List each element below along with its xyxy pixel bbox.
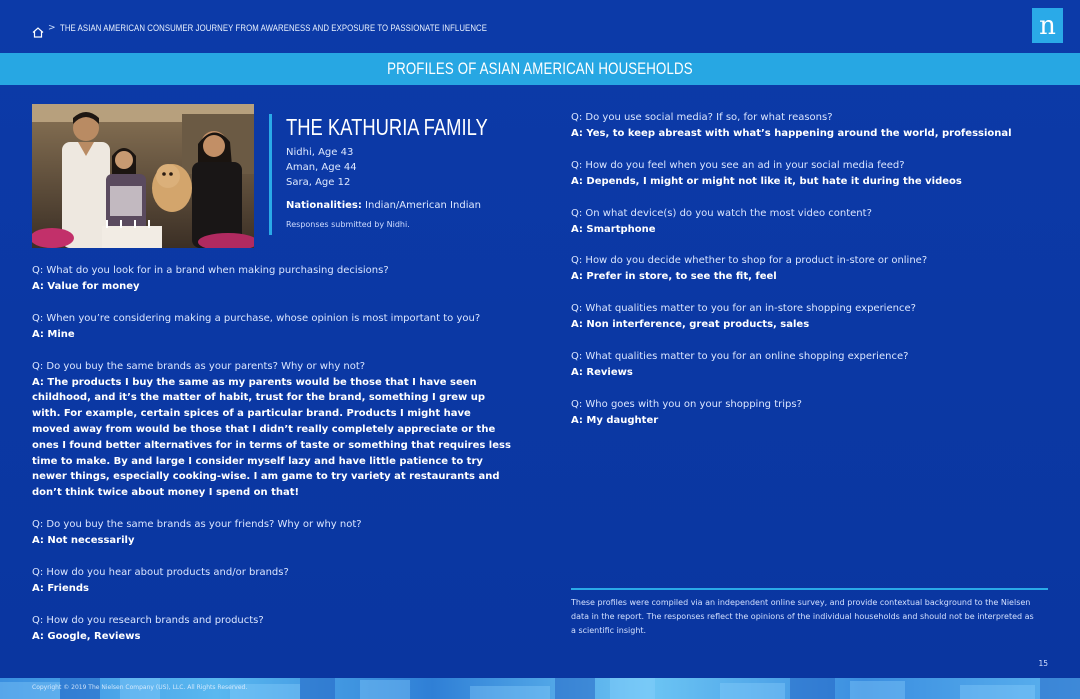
qa-item bbox=[32, 263, 512, 295]
qa-item bbox=[571, 206, 1051, 238]
family-name: THE KATHURIA FAMILY bbox=[286, 114, 488, 140]
section-banner bbox=[0, 53, 1080, 85]
question: Q: Who goes with you on your shopping trips? bbox=[571, 398, 802, 410]
question: Q: What qualities matter to you for an online shopping experience? bbox=[571, 350, 909, 362]
qa-item bbox=[32, 565, 512, 597]
qa-item bbox=[571, 110, 1051, 142]
qa-item bbox=[32, 517, 512, 549]
member-item: Nidhi, Age 43 bbox=[286, 147, 354, 158]
question: Q: Do you buy the same brands as your parents? Why or why not? bbox=[32, 360, 366, 372]
page-number: 15 bbox=[1038, 659, 1048, 668]
answer: A: Google, Reviews bbox=[32, 630, 141, 642]
breadcrumb-separator: > bbox=[48, 23, 56, 33]
family-photo bbox=[32, 104, 254, 248]
qa-item bbox=[32, 613, 512, 645]
qa-item bbox=[32, 311, 512, 343]
qa-item bbox=[32, 359, 512, 501]
left-qa-column bbox=[32, 263, 512, 660]
logo-letter: n bbox=[1039, 10, 1056, 41]
member-item: Aman, Age 44 bbox=[286, 162, 357, 173]
qa-item bbox=[571, 253, 1051, 285]
question: Q: Do you use social media? If so, for what reasons? bbox=[571, 112, 833, 123]
answer: A: Mine bbox=[32, 328, 75, 340]
nationalities-label: Nationalities: bbox=[286, 200, 362, 211]
breadcrumb bbox=[32, 20, 580, 36]
banner-title: PROFILES OF ASIAN AMERICAN HOUSEHOLDS bbox=[387, 59, 693, 78]
answer: A: Depends, I might or might not like it, but hate it during the videos bbox=[571, 175, 962, 187]
disclaimer: These profiles were compiled via an independent online survey, and provide contextual background to the Nielsen data in the report. The responses reflect the opinions of the individual households and should not be interpreted as a scientific insight. bbox=[571, 598, 1034, 635]
question: Q: How do you feel when you see an ad in your social media feed? bbox=[571, 159, 905, 171]
question: Q: On what device(s) do you watch the most video content? bbox=[571, 207, 872, 219]
right-qa-column bbox=[571, 110, 1051, 445]
question: Q: How do you decide whether to shop for a product in-store or online? bbox=[571, 255, 928, 267]
nationalities bbox=[286, 198, 529, 213]
disclaimer-divider bbox=[571, 588, 1048, 590]
answer: A: My daughter bbox=[571, 414, 659, 426]
question: Q: How do you research brands and products? bbox=[32, 614, 264, 626]
copyright: Copyright © 2019 The Nielsen Company (US), LLC. All Rights Reserved. bbox=[32, 684, 248, 691]
answer: A: The products I buy the same as my parents would be those that I have seen childhood, and it’s the matter of habit, trust for the brand, something I grew up with. For example, certain spices of a particular brand. Products I might have moved away from would be those that I didn’t really completely appreciate or the ones I found better alternatives for in terms of taste or something that requires less time to make. By and large I consider myself lazy and have little patience to try newer things, especially cooking-wise. I am game to try variety at restaurants and don’t think twice about money I spend on that! bbox=[32, 376, 511, 499]
answer: A: Reviews bbox=[571, 366, 633, 378]
answer: A: Yes, to keep abreast with what’s happening around the world, professional bbox=[571, 128, 1012, 139]
qa-item bbox=[571, 349, 1051, 381]
answer: A: Not necessarily bbox=[32, 534, 135, 546]
question: Q: Do you buy the same brands as your friends? Why or why not? bbox=[32, 518, 362, 530]
answer: A: Smartphone bbox=[571, 223, 656, 235]
nielsen-logo[interactable] bbox=[1032, 8, 1063, 43]
answer: A: Prefer in store, to see the fit, feel bbox=[571, 271, 777, 283]
qa-item bbox=[571, 301, 1051, 333]
answer: A: Value for money bbox=[32, 281, 140, 292]
nationalities-value: Indian/American Indian bbox=[361, 200, 481, 211]
family-members bbox=[286, 145, 529, 190]
member-item: Sara, Age 12 bbox=[286, 177, 351, 188]
submitted-by: Responses submitted by Nidhi. bbox=[286, 220, 410, 229]
breadcrumb-title[interactable]: THE ASIAN AMERICAN CONSUMER JOURNEY FROM AWARENESS AND EXPOSURE TO PASSIONATE INFLUENCE bbox=[59, 22, 487, 34]
question: Q: What qualities matter to you for an in-store shopping experience? bbox=[571, 303, 916, 315]
question: Q: How do you hear about products and/or brands? bbox=[32, 566, 289, 578]
answer: A: Friends bbox=[32, 582, 89, 594]
qa-item bbox=[571, 158, 1051, 190]
family-info bbox=[269, 114, 529, 235]
question: Q: What do you look for in a brand when making purchasing decisions? bbox=[32, 265, 389, 276]
answer: A: Non interference, great products, sales bbox=[571, 319, 810, 331]
question: Q: When you’re considering making a purchase, whose opinion is most important to you? bbox=[32, 312, 481, 324]
qa-item bbox=[571, 397, 1051, 429]
home-icon[interactable] bbox=[32, 23, 44, 34]
